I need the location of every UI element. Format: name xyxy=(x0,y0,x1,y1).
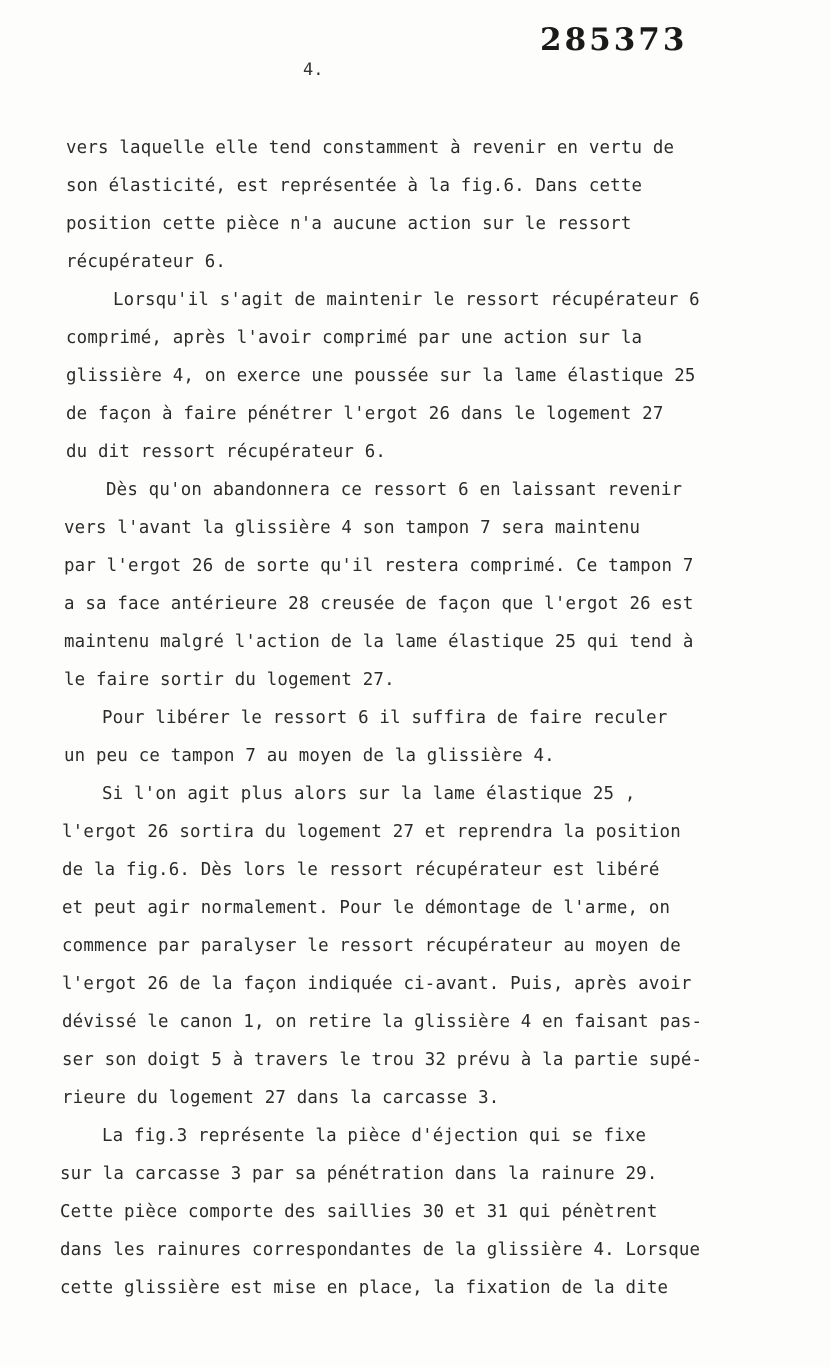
text-line: Dès qu'on abandonnera ce ressort 6 en laissant revenir xyxy=(106,480,683,500)
text-line: récupérateur 6. xyxy=(66,252,227,272)
document-number: 285373 xyxy=(540,22,688,58)
text-line: a sa face antérieure 28 creusée de façon que l'ergot 26 est xyxy=(64,594,694,614)
text-line: de la fig.6. Dès lors le ressort récupérateur est libéré xyxy=(62,860,660,880)
text-line: vers l'avant la glissière 4 son tampon 7 sera maintenu xyxy=(64,518,641,538)
text-line: l'ergot 26 sortira du logement 27 et reprendra la position xyxy=(62,822,681,842)
text-line: sur la carcasse 3 par sa pénétration dans la rainure 29. xyxy=(60,1164,658,1184)
text-line: par l'ergot 26 de sorte qu'il restera comprimé. Ce tampon 7 xyxy=(64,556,694,576)
text-line: le faire sortir du logement 27. xyxy=(64,670,395,690)
text-line: ser son doigt 5 à travers le trou 32 prévu à la partie supé- xyxy=(62,1050,703,1070)
text-line: cette glissière est mise en place, la fixation de la dite xyxy=(60,1278,669,1298)
text-line: l'ergot 26 de la façon indiquée ci-avant. Puis, après avoir xyxy=(62,974,692,994)
text-line: La fig.3 représente la pièce d'éjection qui se fixe xyxy=(102,1126,647,1146)
text-line: son élasticité, est représentée à la fig.6. Dans cette xyxy=(66,176,643,196)
text-line: de façon à faire pénétrer l'ergot 26 dans le logement 27 xyxy=(66,404,664,424)
text-line: commence par paralyser le ressort récupérateur au moyen de xyxy=(62,936,681,956)
text-line: vers laquelle elle tend constamment à revenir en vertu de xyxy=(66,138,675,158)
page-number: 4. xyxy=(303,60,324,80)
text-line: Si l'on agit plus alors sur la lame élastique 25 , xyxy=(102,784,636,804)
text-line: un peu ce tampon 7 au moyen de la glissière 4. xyxy=(64,746,555,766)
text-line: dans les rainures correspondantes de la glissière 4. Lorsque xyxy=(60,1240,701,1260)
text-line: maintenu malgré l'action de la lame élastique 25 qui tend à xyxy=(64,632,694,652)
text-line: et peut agir normalement. Pour le démontage de l'arme, on xyxy=(62,898,671,918)
text-line: Pour libérer le ressort 6 il suffira de faire reculer xyxy=(102,708,668,728)
text-line: glissière 4, on exerce une poussée sur la lame élastique 25 xyxy=(66,366,696,386)
text-line: rieure du logement 27 dans la carcasse 3. xyxy=(62,1088,500,1108)
text-line: comprimé, après l'avoir comprimé par une action sur la xyxy=(66,328,643,348)
text-line: position cette pièce n'a aucune action sur le ressort xyxy=(66,214,632,234)
text-line: Lorsqu'il s'agit de maintenir le ressort récupérateur 6 xyxy=(113,290,700,310)
text-line: Cette pièce comporte des saillies 30 et 31 qui pénètrent xyxy=(60,1202,658,1222)
text-line: du dit ressort récupérateur 6. xyxy=(66,442,387,462)
text-line: dévissé le canon 1, on retire la glissière 4 en faisant pas- xyxy=(62,1012,703,1032)
